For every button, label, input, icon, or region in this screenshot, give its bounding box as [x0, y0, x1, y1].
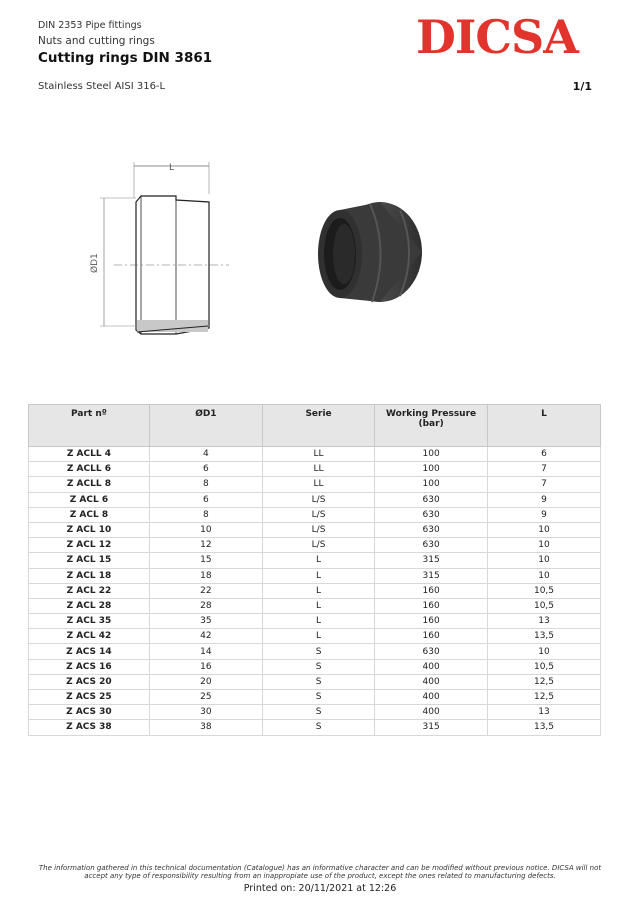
diameter-value: 8	[149, 477, 262, 492]
pressure-value: 630	[375, 492, 488, 507]
table-row	[29, 522, 601, 537]
table-row	[29, 674, 601, 689]
part-number: Z ACL 8	[29, 507, 150, 522]
diameter-value: 28	[149, 598, 262, 613]
part-number: Z ACLL 6	[29, 462, 150, 477]
length-value: 9	[488, 492, 601, 507]
table-row	[29, 690, 601, 705]
pressure-value: 400	[375, 659, 488, 674]
diameter-value: 14	[149, 644, 262, 659]
pressure-value: 160	[375, 598, 488, 613]
part-number: Z ACL 28	[29, 598, 150, 613]
table-row	[29, 598, 601, 613]
part-number: Z ACS 20	[29, 674, 150, 689]
pressure-value: 100	[375, 462, 488, 477]
length-value: 13	[488, 705, 601, 720]
table-row	[29, 705, 601, 720]
table-header-row	[29, 405, 601, 447]
diameter-value: 30	[149, 705, 262, 720]
diameter-value: 12	[149, 538, 262, 553]
length-value: 10,5	[488, 598, 601, 613]
serie-value: S	[262, 705, 374, 720]
pressure-value: 160	[375, 629, 488, 644]
part-number: Z ACS 25	[29, 690, 150, 705]
length-value: 9	[488, 507, 601, 522]
table-row	[29, 553, 601, 568]
diameter-value: 35	[149, 614, 262, 629]
table-row	[29, 659, 601, 674]
product-image	[300, 190, 430, 320]
brand-logo: DICSA	[416, 10, 578, 64]
length-value: 10	[488, 553, 601, 568]
serie-value: L	[262, 614, 374, 629]
diameter-value: 8	[149, 507, 262, 522]
diameter-value: 10	[149, 522, 262, 537]
part-number: Z ACS 14	[29, 644, 150, 659]
part-number: Z ACL 6	[29, 492, 150, 507]
column-header-length: L	[488, 405, 601, 447]
serie-value: L	[262, 629, 374, 644]
length-value: 12,5	[488, 674, 601, 689]
length-value: 13	[488, 614, 601, 629]
table-row	[29, 614, 601, 629]
pressure-value: 100	[375, 477, 488, 492]
document-category: DIN 2353 Pipe fittings	[38, 20, 142, 31]
pressure-value: 400	[375, 690, 488, 705]
part-number: Z ACS 16	[29, 659, 150, 674]
diameter-value: 22	[149, 583, 262, 598]
pressure-value: 400	[375, 674, 488, 689]
table-row	[29, 492, 601, 507]
length-value: 10,5	[488, 659, 601, 674]
pressure-value: 100	[375, 447, 488, 462]
serie-value: L/S	[262, 538, 374, 553]
length-value: 13,5	[488, 629, 601, 644]
column-header-diameter: ØD1	[149, 405, 262, 447]
column-header-serie: Serie	[262, 405, 374, 447]
serie-value: L/S	[262, 507, 374, 522]
table-row	[29, 477, 601, 492]
table-row	[29, 507, 601, 522]
part-number: Z ACL 10	[29, 522, 150, 537]
serie-value: LL	[262, 447, 374, 462]
part-number: Z ACS 30	[29, 705, 150, 720]
serie-value: S	[262, 659, 374, 674]
pressure-value: 315	[375, 553, 488, 568]
length-value: 10	[488, 644, 601, 659]
material-label: Stainless Steel AISI 316-L	[38, 81, 166, 92]
length-value: 12,5	[488, 690, 601, 705]
page-title: Cutting rings DIN 3861	[38, 50, 213, 66]
table-row	[29, 462, 601, 477]
part-number: Z ACL 22	[29, 583, 150, 598]
part-number: Z ACL 12	[29, 538, 150, 553]
diameter-value: 15	[149, 553, 262, 568]
pressure-value: 400	[375, 705, 488, 720]
serie-value: S	[262, 674, 374, 689]
part-number: Z ACLL 4	[29, 447, 150, 462]
serie-value: S	[262, 690, 374, 705]
pressure-value: 630	[375, 644, 488, 659]
length-value: 10,5	[488, 583, 601, 598]
technical-drawing	[84, 158, 234, 338]
serie-value: S	[262, 720, 374, 735]
table-row	[29, 583, 601, 598]
pressure-value: 630	[375, 538, 488, 553]
serie-value: LL	[262, 477, 374, 492]
length-value: 10	[488, 568, 601, 583]
part-number: Z ACL 15	[29, 553, 150, 568]
part-number: Z ACL 42	[29, 629, 150, 644]
table-row	[29, 644, 601, 659]
diameter-value: 16	[149, 659, 262, 674]
serie-value: S	[262, 644, 374, 659]
serie-value: L/S	[262, 492, 374, 507]
diameter-value: 42	[149, 629, 262, 644]
pressure-value: 315	[375, 568, 488, 583]
serie-value: LL	[262, 462, 374, 477]
table-row	[29, 629, 601, 644]
serie-value: L/S	[262, 522, 374, 537]
serie-value: L	[262, 598, 374, 613]
length-value: 10	[488, 522, 601, 537]
specifications-table	[28, 404, 601, 736]
length-value: 6	[488, 447, 601, 462]
serie-value: L	[262, 583, 374, 598]
length-value: 7	[488, 477, 601, 492]
diameter-value: 4	[149, 447, 262, 462]
pressure-value: 630	[375, 507, 488, 522]
length-dimension-label: L	[169, 163, 175, 173]
diameter-value: 6	[149, 462, 262, 477]
printed-timestamp: Printed on: 20/11/2021 at 12:26	[243, 883, 397, 894]
diameter-value: 25	[149, 690, 262, 705]
part-number: Z ACL 35	[29, 614, 150, 629]
part-number: Z ACS 38	[29, 720, 150, 735]
table-row	[29, 538, 601, 553]
pressure-value: 315	[375, 720, 488, 735]
length-value: 7	[488, 462, 601, 477]
diameter-value: 18	[149, 568, 262, 583]
diameter-value: 38	[149, 720, 262, 735]
part-number: Z ACLL 8	[29, 477, 150, 492]
page-number: 1/1	[572, 80, 592, 93]
part-number: Z ACL 18	[29, 568, 150, 583]
diameter-dimension-label: ØD1	[90, 253, 100, 273]
column-header-working-pressure: Working Pressure (bar)	[375, 405, 488, 447]
table-row	[29, 720, 601, 735]
length-value: 13,5	[488, 720, 601, 735]
serie-value: L	[262, 568, 374, 583]
serie-value: L	[262, 553, 374, 568]
legal-disclaimer: The information gathered in this technical documentation (Catalogue) has an informative character and can be modified without previous notice. DICSA will not accept any type of responsibility resulting from an inappropiate use of the product, except the ones related to manufacturing defects.	[38, 864, 602, 881]
diameter-value: 20	[149, 674, 262, 689]
pressure-value: 160	[375, 583, 488, 598]
diameter-value: 6	[149, 492, 262, 507]
table-row	[29, 447, 601, 462]
length-value: 10	[488, 538, 601, 553]
pressure-value: 160	[375, 614, 488, 629]
table-row	[29, 568, 601, 583]
column-header-part-no: Part nº	[29, 405, 150, 447]
pressure-value: 630	[375, 522, 488, 537]
document-subcategory: Nuts and cutting rings	[38, 35, 155, 47]
